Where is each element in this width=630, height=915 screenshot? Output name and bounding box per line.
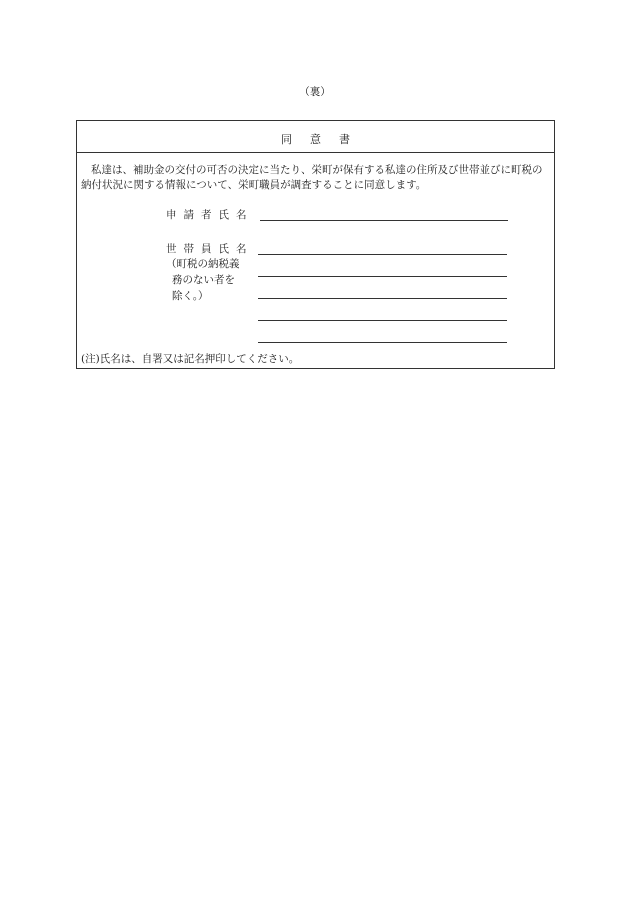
consent-statement: 私達は、補助金の交付の可否の決定に当たり、栄町が保有する私達の住所及び世帯並びに町税の納付状況に関する情報について、栄町職員が調査することに同意します。 <box>81 164 543 191</box>
household-note-line-3: 除く。） <box>172 290 209 302</box>
household-signature-line[interactable] <box>258 254 507 255</box>
consent-form <box>76 120 555 369</box>
signature-footnote: (注)氏名は、自署又は記名押印してください。 <box>81 353 300 365</box>
household-member-note <box>166 256 256 304</box>
household-note-line-2: 務のない者を <box>172 274 235 286</box>
applicant-signature-line[interactable] <box>260 220 508 221</box>
household-signature-line[interactable] <box>258 320 507 321</box>
household-signature-line[interactable] <box>258 298 507 299</box>
household-signature-line[interactable] <box>258 342 507 343</box>
form-title-row <box>77 121 554 153</box>
household-signature-line[interactable] <box>258 276 507 277</box>
page-side-label: （裏） <box>299 86 331 98</box>
applicant-name-label: 申請者氏名 <box>166 209 254 221</box>
household-note-line-1: （町税の納税義 <box>166 258 240 270</box>
form-title: 同意書 <box>281 133 368 146</box>
household-member-name-label: 世帯員氏名 <box>166 243 254 255</box>
